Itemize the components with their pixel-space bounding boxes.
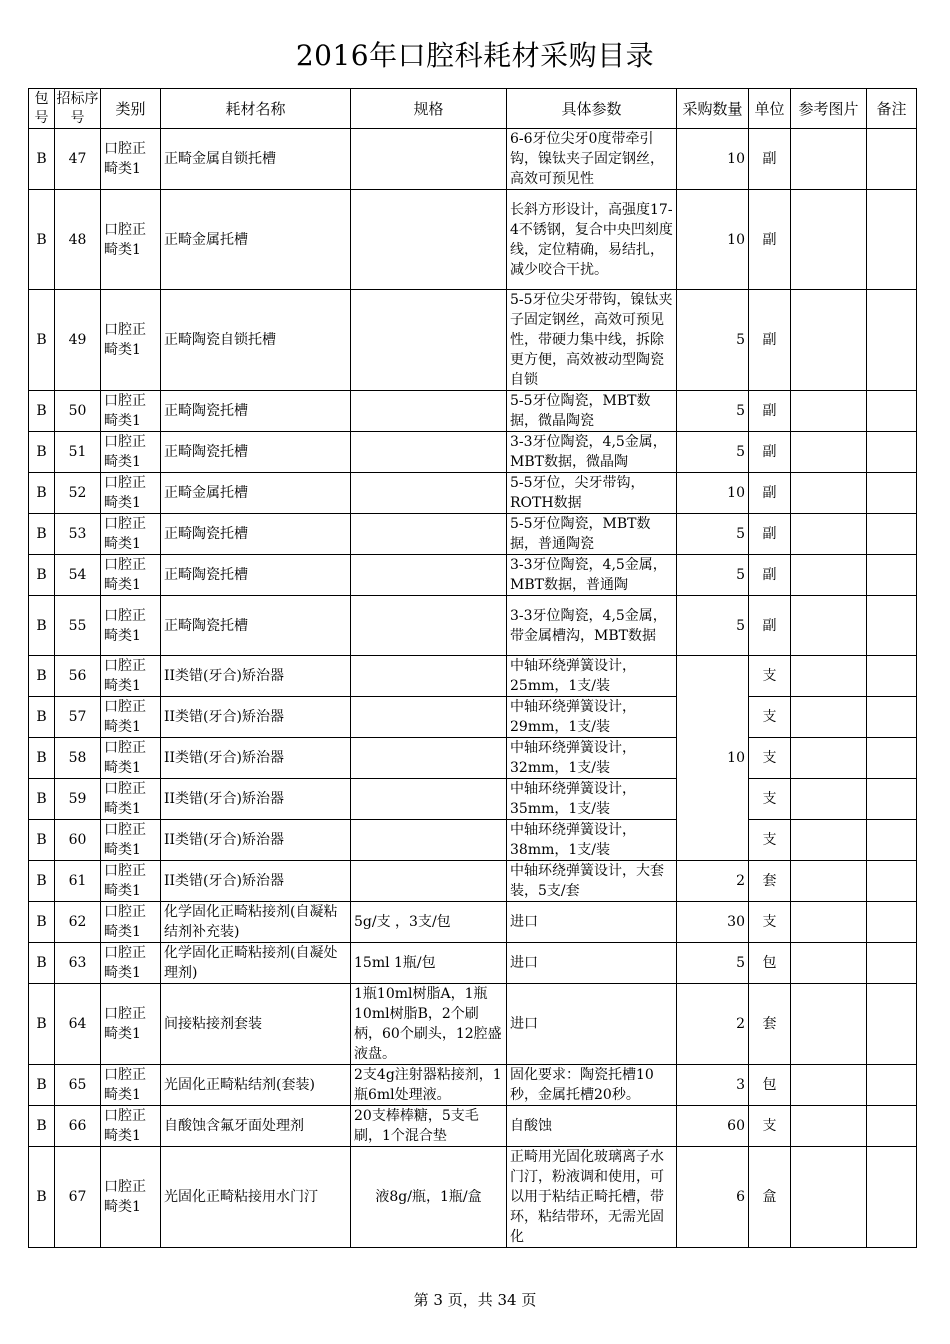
cell-pkg: B [29,902,55,943]
cell-params: 中轴环绕弹簧设计，大套装，5支/套 [507,861,677,902]
cell-params: 3-3牙位陶瓷，4,5金属，MBT数据，普通陶 [507,555,677,596]
cell-spec [351,514,507,555]
cell-qty: 5 [677,555,749,596]
cell-unit: 支 [749,656,791,697]
table-row [29,779,917,820]
cell-category: 口腔正畸类1 [101,984,161,1065]
table-row [29,1065,917,1106]
procurement-table [28,88,917,1248]
cell-pkg: B [29,943,55,984]
cell-spec [351,290,507,391]
table-row [29,129,917,190]
table-row [29,432,917,473]
cell-name: II类错(牙合)矫治器 [161,697,351,738]
table-row [29,514,917,555]
cell-spec [351,190,507,290]
cell-params: 5-5牙位陶瓷，MBT数据，普通陶瓷 [507,514,677,555]
cell-note [867,391,917,432]
cell-spec [351,596,507,656]
cell-note [867,656,917,697]
cell-note [867,697,917,738]
table-row [29,902,917,943]
cell-qty: 10 [677,656,749,861]
cell-params: 进口 [507,943,677,984]
cell-spec [351,473,507,514]
cell-note [867,555,917,596]
cell-qty: 6 [677,1147,749,1248]
cell-image [791,190,867,290]
cell-unit: 支 [749,697,791,738]
header-params: 具体参数 [507,89,677,129]
cell-qty: 5 [677,391,749,432]
cell-spec: 2支4g注射器粘接剂，1瓶6ml处理液。 [351,1065,507,1106]
cell-params: 长斜方形设计，高强度17-4不锈钢，复合中央凹刻度线，定位精确，易结扎，减少咬合干扰。 [507,190,677,290]
cell-category: 口腔正畸类1 [101,555,161,596]
cell-category: 口腔正畸类1 [101,1065,161,1106]
cell-name: 化学固化正畸粘接剂(自凝粘结剂补充装) [161,902,351,943]
cell-name: 光固化正畸粘结剂(套装) [161,1065,351,1106]
table-row [29,290,917,391]
cell-category: 口腔正畸类1 [101,820,161,861]
cell-bid-no: 55 [55,596,101,656]
cell-note [867,779,917,820]
cell-params: 5-5牙位，尖牙带钩，ROTH数据 [507,473,677,514]
cell-name: 正畸金属托槽 [161,473,351,514]
cell-bid-no: 54 [55,555,101,596]
cell-category: 口腔正畸类1 [101,391,161,432]
cell-pkg: B [29,391,55,432]
cell-pkg: B [29,1147,55,1248]
cell-unit: 支 [749,779,791,820]
cell-qty: 2 [677,861,749,902]
cell-category: 口腔正畸类1 [101,514,161,555]
cell-category: 口腔正畸类1 [101,861,161,902]
cell-pkg: B [29,473,55,514]
cell-image [791,555,867,596]
table-row [29,820,917,861]
cell-image [791,473,867,514]
cell-bid-no: 62 [55,902,101,943]
cell-image [791,596,867,656]
cell-note [867,129,917,190]
cell-note [867,984,917,1065]
cell-spec [351,129,507,190]
cell-bid-no: 63 [55,943,101,984]
page-footer: 第 3 页，共 34 页 [413,1291,537,1309]
table-row [29,596,917,656]
cell-name: 正畸陶瓷托槽 [161,432,351,473]
cell-note [867,902,917,943]
cell-image [791,290,867,391]
table-row [29,1147,917,1248]
cell-spec: 液8g/瓶，1瓶/盒 [351,1147,507,1248]
cell-bid-no: 58 [55,738,101,779]
cell-spec [351,432,507,473]
cell-image [791,514,867,555]
cell-qty: 5 [677,432,749,473]
cell-category: 口腔正畸类1 [101,290,161,391]
cell-name: II类错(牙合)矫治器 [161,738,351,779]
cell-pkg: B [29,738,55,779]
cell-image [791,779,867,820]
cell-pkg: B [29,820,55,861]
cell-qty: 3 [677,1065,749,1106]
cell-bid-no: 52 [55,473,101,514]
cell-category: 口腔正畸类1 [101,473,161,514]
cell-params: 5-5牙位陶瓷，MBT数据，微晶陶瓷 [507,391,677,432]
cell-category: 口腔正畸类1 [101,1147,161,1248]
cell-pkg: B [29,861,55,902]
cell-pkg: B [29,555,55,596]
header-note: 备注 [867,89,917,129]
cell-bid-no: 59 [55,779,101,820]
cell-bid-no: 50 [55,391,101,432]
cell-spec [351,391,507,432]
cell-params: 3-3牙位陶瓷，4,5金属，MBT数据，微晶陶 [507,432,677,473]
cell-pkg: B [29,984,55,1065]
cell-image [791,984,867,1065]
cell-params: 5-5牙位尖牙带钩，镍钛夹子固定钢丝，高效可预见性，带硬力集中线，拆除更方便，高效被动型陶瓷自锁 [507,290,677,391]
cell-note [867,514,917,555]
cell-spec [351,779,507,820]
cell-params: 中轴环绕弹簧设计，38mm，1支/装 [507,820,677,861]
cell-params: 中轴环绕弹簧设计，25mm，1支/装 [507,656,677,697]
cell-note [867,1106,917,1147]
cell-note [867,1147,917,1248]
cell-pkg: B [29,432,55,473]
cell-unit: 盒 [749,1147,791,1248]
cell-bid-no: 49 [55,290,101,391]
cell-spec: 20支棒棒糖，5支毛刷，1个混合垫 [351,1106,507,1147]
cell-params: 自酸蚀 [507,1106,677,1147]
cell-spec: 1瓶10ml树脂A，1瓶10ml树脂B，2个刷柄，60个刷头，12腔盛液盘。 [351,984,507,1065]
header-image: 参考图片 [791,89,867,129]
table-row [29,656,917,697]
table-row [29,473,917,514]
cell-name: II类错(牙合)矫治器 [161,779,351,820]
cell-bid-no: 61 [55,861,101,902]
cell-bid-no: 53 [55,514,101,555]
cell-bid-no: 51 [55,432,101,473]
cell-note [867,596,917,656]
cell-pkg: B [29,697,55,738]
cell-note [867,432,917,473]
cell-note [867,473,917,514]
header-bid-no: 招标序号 [55,89,101,129]
cell-qty: 10 [677,129,749,190]
cell-pkg: B [29,1065,55,1106]
cell-bid-no: 57 [55,697,101,738]
cell-spec [351,697,507,738]
cell-params: 进口 [507,902,677,943]
table-row [29,861,917,902]
cell-unit: 副 [749,391,791,432]
cell-note [867,861,917,902]
cell-category: 口腔正畸类1 [101,697,161,738]
cell-category: 口腔正畸类1 [101,190,161,290]
cell-category: 口腔正畸类1 [101,902,161,943]
cell-pkg: B [29,596,55,656]
cell-spec [351,555,507,596]
cell-spec [351,738,507,779]
table-row [29,943,917,984]
cell-bid-no: 48 [55,190,101,290]
table-row [29,190,917,290]
header-category: 类别 [101,89,161,129]
cell-params: 3-3牙位陶瓷，4,5金属，带金属槽沟，MBT数据 [507,596,677,656]
cell-unit: 副 [749,432,791,473]
cell-image [791,391,867,432]
header-unit: 单位 [749,89,791,129]
cell-qty: 30 [677,902,749,943]
cell-name: II类错(牙合)矫治器 [161,820,351,861]
cell-unit: 包 [749,943,791,984]
cell-category: 口腔正畸类1 [101,943,161,984]
cell-params: 正畸用光固化玻璃离子水门汀，粉液调和使用，可以用于粘结正畸托槽，带环，粘结带环，无需光固化 [507,1147,677,1248]
cell-unit: 支 [749,902,791,943]
cell-unit: 副 [749,555,791,596]
cell-unit: 副 [749,190,791,290]
cell-qty: 10 [677,473,749,514]
cell-category: 口腔正畸类1 [101,656,161,697]
table-row [29,555,917,596]
cell-spec [351,861,507,902]
cell-spec: 15ml 1瓶/包 [351,943,507,984]
cell-image [791,820,867,861]
cell-category: 口腔正畸类1 [101,596,161,656]
cell-qty: 2 [677,984,749,1065]
cell-qty: 5 [677,596,749,656]
cell-note [867,943,917,984]
cell-unit: 副 [749,129,791,190]
cell-category: 口腔正畸类1 [101,1106,161,1147]
cell-params: 固化要求：陶瓷托槽10秒，金属托槽20秒。 [507,1065,677,1106]
cell-unit: 支 [749,738,791,779]
cell-qty: 5 [677,290,749,391]
cell-pkg: B [29,290,55,391]
cell-unit: 副 [749,514,791,555]
cell-params: 中轴环绕弹簧设计，29mm，1支/装 [507,697,677,738]
header-spec: 规格 [351,89,507,129]
cell-params: 中轴环绕弹簧设计，32mm，1支/装 [507,738,677,779]
cell-image [791,738,867,779]
cell-note [867,738,917,779]
cell-name: 化学固化正畸粘接剂(自凝处理剂) [161,943,351,984]
cell-params: 进口 [507,984,677,1065]
cell-pkg: B [29,656,55,697]
cell-pkg: B [29,190,55,290]
cell-category: 口腔正畸类1 [101,432,161,473]
cell-category: 口腔正畸类1 [101,129,161,190]
cell-name: 正畸陶瓷自锁托槽 [161,290,351,391]
cell-name: 正畸金属自锁托槽 [161,129,351,190]
cell-qty: 5 [677,943,749,984]
header-name: 耗材名称 [161,89,351,129]
cell-name: 正畸陶瓷托槽 [161,596,351,656]
cell-note [867,190,917,290]
table-row [29,984,917,1065]
header-pkg: 包号 [29,89,55,129]
cell-unit: 副 [749,290,791,391]
cell-unit: 支 [749,820,791,861]
cell-pkg: B [29,129,55,190]
cell-name: 光固化正畸粘接用水门汀 [161,1147,351,1248]
cell-qty: 5 [677,514,749,555]
cell-spec: 5g/支 ，3支/包 [351,902,507,943]
cell-bid-no: 66 [55,1106,101,1147]
cell-image [791,943,867,984]
cell-unit: 套 [749,861,791,902]
cell-bid-no: 67 [55,1147,101,1248]
cell-name: 正畸陶瓷托槽 [161,514,351,555]
cell-qty: 10 [677,190,749,290]
cell-unit: 副 [749,473,791,514]
cell-unit: 副 [749,596,791,656]
cell-image [791,1065,867,1106]
page-title: 2016年口腔科耗材采购目录 [295,39,655,72]
cell-unit: 套 [749,984,791,1065]
cell-bid-no: 47 [55,129,101,190]
cell-image [791,902,867,943]
table-row [29,697,917,738]
cell-image [791,129,867,190]
table-row [29,738,917,779]
cell-bid-no: 65 [55,1065,101,1106]
cell-unit: 支 [749,1106,791,1147]
cell-name: 自酸蚀含氟牙面处理剂 [161,1106,351,1147]
cell-name: 正畸陶瓷托槽 [161,391,351,432]
cell-qty: 60 [677,1106,749,1147]
cell-unit: 包 [749,1065,791,1106]
cell-image [791,1147,867,1248]
table-row [29,391,917,432]
cell-name: II类错(牙合)矫治器 [161,861,351,902]
cell-spec [351,656,507,697]
cell-note [867,290,917,391]
cell-pkg: B [29,514,55,555]
table-header-row [29,89,917,129]
cell-bid-no: 56 [55,656,101,697]
cell-name: II类错(牙合)矫治器 [161,656,351,697]
cell-image [791,1106,867,1147]
cell-name: 正畸金属托槽 [161,190,351,290]
cell-category: 口腔正畸类1 [101,738,161,779]
cell-pkg: B [29,779,55,820]
cell-image [791,861,867,902]
cell-bid-no: 60 [55,820,101,861]
cell-note [867,820,917,861]
cell-note [867,1065,917,1106]
cell-name: 间接粘接剂套装 [161,984,351,1065]
cell-pkg: B [29,1106,55,1147]
cell-category: 口腔正畸类1 [101,779,161,820]
cell-params: 6-6牙位尖牙0度带牵引钩，镍钛夹子固定钢丝，高效可预见性 [507,129,677,190]
cell-spec [351,820,507,861]
cell-params: 中轴环绕弹簧设计，35mm，1支/装 [507,779,677,820]
cell-image [791,697,867,738]
cell-bid-no: 64 [55,984,101,1065]
table-row [29,1106,917,1147]
header-qty: 采购数量 [677,89,749,129]
cell-image [791,656,867,697]
cell-name: 正畸陶瓷托槽 [161,555,351,596]
cell-image [791,432,867,473]
